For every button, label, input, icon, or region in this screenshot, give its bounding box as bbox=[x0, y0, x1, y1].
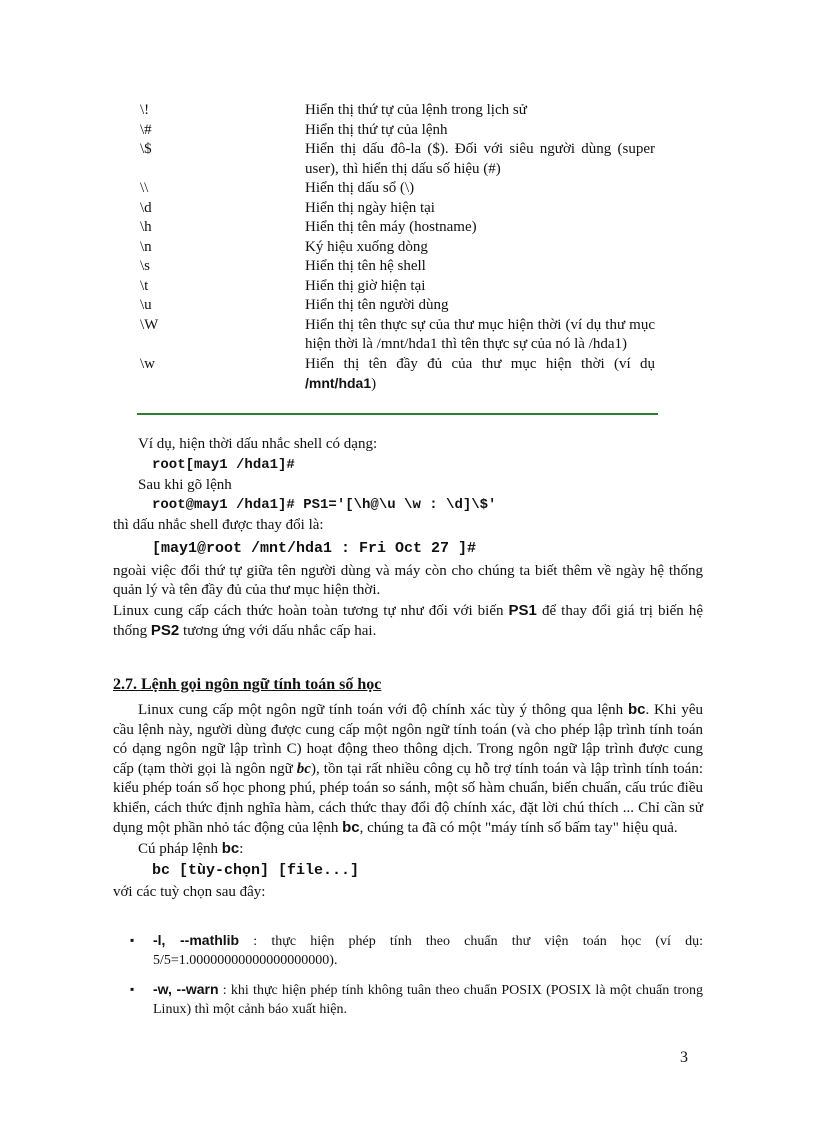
escape-description: Hiển thị thứ tự của lệnh trong lịch sử bbox=[305, 102, 527, 118]
option-flag: -w, --warn bbox=[153, 981, 219, 997]
escape-code: \! bbox=[140, 102, 150, 118]
table-row bbox=[140, 238, 658, 258]
syntax-label bbox=[113, 839, 703, 860]
list-item bbox=[113, 980, 703, 1019]
escape-code: \\ bbox=[140, 180, 149, 196]
escape-code: \n bbox=[140, 238, 152, 255]
section-heading: 2.7. Lệnh gọi ngôn ngữ tính toán số học bbox=[113, 676, 382, 693]
escape-code: \w bbox=[140, 355, 155, 372]
escape-description: Ký hiệu xuống dòng bbox=[305, 238, 428, 255]
description-text: Hiển thị tên đầy đủ của thư mục hiện thời (ví dụ bbox=[305, 355, 655, 372]
escape-description: Hiển thị tên máy (hostname) bbox=[305, 219, 477, 235]
escape-code: \d bbox=[140, 199, 152, 216]
table-row bbox=[140, 316, 658, 355]
table-row bbox=[140, 277, 658, 297]
escape-code: \$ bbox=[140, 141, 152, 157]
path-code: /mnt/hda1 bbox=[305, 375, 372, 391]
table-row bbox=[140, 199, 658, 219]
ps1-command: root@may1 /hda1]# PS1='[\h@\u \w : \d]\$' bbox=[152, 497, 497, 513]
option-description: : thực hiện phép tính theo chuẩn thư viện toán học (ví dụ: 5/5=1.00000000000000000000). bbox=[153, 934, 703, 968]
paragraph-text: . Khi yêu cầu lệnh này, người dùng được cung cấp một ngôn ngữ tính toán (và cho phép lập trình tính toán có dạng ngôn ngữ lập trình C) hoạt động theo thông dịch. Trong ngôn ngữ lập trình được cung cấp (tạm thời gọi là ngôn ngữ bbox=[113, 702, 703, 777]
table-row bbox=[140, 296, 658, 316]
bc-keyword: bc bbox=[221, 839, 240, 857]
ps2-text: tương ứng với dấu nhắc cấp hai. bbox=[179, 623, 377, 639]
escape-description: Hiển thị thứ tự của lệnh bbox=[305, 121, 448, 138]
escape-description: Hiển thị tên hệ shell bbox=[305, 258, 426, 274]
prompt-before: root[may1 /hda1]# bbox=[152, 456, 295, 473]
escape-code: \u bbox=[140, 297, 152, 313]
paragraph-text: ), tồn tại rất nhiều công cụ hỗ trợ tính toán và lập trình tính toán: kiểu phép toán số học phong phú, phép toán so sánh, một số hàm chuẩn, biến chuẩn, cấu trúc điều khiển, cách thức định nghĩa hàm, cách thức thay đổi độ chính xác, đặt lời chú thích ... Chỉ cần sử dụng một phần nhỏ tác động của lệnh bbox=[113, 760, 703, 836]
option-description: : khi thực hiện phép tính không tuân theo chuẩn POSIX (POSIX là một chuẩn trong Linux) thì một cảnh báo xuất hiện. bbox=[153, 983, 704, 1017]
table-bottom-rule bbox=[137, 413, 658, 415]
option-flag: -l, --mathlib bbox=[153, 932, 240, 948]
table-row bbox=[140, 121, 658, 141]
escape-description: Hiển thị ngày hiện tại bbox=[305, 199, 435, 216]
escape-description: Hiển thị tên người dùng bbox=[305, 297, 449, 313]
escape-description: Hiển thị giờ hiện tại bbox=[305, 277, 426, 294]
after-command-text: Sau khi gõ lệnh bbox=[138, 476, 232, 493]
options-list bbox=[113, 931, 703, 1029]
ps2-var: PS2 bbox=[150, 622, 180, 639]
syntax-text: : bbox=[239, 840, 244, 857]
bc-paragraph bbox=[113, 700, 703, 839]
example-block bbox=[113, 435, 703, 642]
table-row bbox=[140, 179, 658, 199]
ps1-var: PS1 bbox=[508, 601, 537, 619]
section-body bbox=[113, 700, 703, 903]
syntax-code: bc [tùy-chọn] [file...] bbox=[152, 862, 360, 879]
paragraph-text: Linux cung cấp một ngôn ngữ tính toán với độ chính xác tùy ý thông qua lệnh bbox=[138, 702, 628, 718]
table-row bbox=[140, 355, 658, 395]
syntax-text: Cú pháp lệnh bbox=[138, 840, 222, 857]
escape-code: \t bbox=[140, 277, 149, 294]
escape-description: Hiển thị dấu sổ (\) bbox=[305, 180, 415, 196]
escape-code: \s bbox=[140, 258, 151, 274]
escape-code: \W bbox=[140, 316, 159, 333]
escape-description: Hiển thị tên thực sự của thư mục hiện thời (ví dụ thư mục hiện thời là /mnt/hda1 thì tên thực sự của nó là /hda1) bbox=[305, 316, 655, 352]
escape-code: \h bbox=[140, 219, 152, 235]
ps2-text: để thay đổi giá trị biến hệ thống bbox=[113, 602, 704, 639]
ps2-text: Linux cung cấp cách thức hoàn toàn tương tự như đối với biến bbox=[113, 602, 509, 619]
prompt-escape-table bbox=[140, 101, 658, 395]
table-row bbox=[140, 140, 658, 179]
description-tail: ) bbox=[371, 376, 377, 392]
table-row bbox=[140, 257, 658, 277]
escape-code: \# bbox=[140, 121, 152, 138]
prompt-after: [may1@root /mnt/hda1 : Fri Oct 27 ]# bbox=[152, 539, 477, 557]
escape-description: Hiển thị dấu đô-la ($). Đối với siêu người dùng (super user), thì hiển thị dấu số hiệu (#) bbox=[305, 141, 655, 177]
example-description: ngoài việc đổi thứ tự giữa tên người dùng và máy còn cho chúng ta biết thêm về ngày hệ thống quản lý và tên đầy đủ của thư mục hiện thời. bbox=[113, 562, 703, 598]
escape-description bbox=[305, 355, 655, 395]
table-row bbox=[140, 101, 658, 121]
bc-keyword: bc bbox=[342, 819, 360, 836]
bc-keyword: bc bbox=[627, 701, 646, 718]
options-intro: với các tuỳ chọn sau đây: bbox=[113, 884, 266, 900]
list-item bbox=[113, 931, 703, 970]
page-number: 3 bbox=[680, 1049, 688, 1066]
example-intro: Ví dụ, hiện thời dấu nhắc shell có dạng: bbox=[138, 436, 378, 452]
table-row bbox=[140, 218, 658, 238]
bc-keyword: bc bbox=[296, 760, 311, 777]
ps2-description bbox=[113, 601, 703, 642]
changed-text: thì dấu nhắc shell được thay đổi là: bbox=[113, 517, 324, 533]
paragraph-text: , chúng ta đã có một "máy tính số bấm tay" hiệu quả. bbox=[359, 820, 678, 836]
